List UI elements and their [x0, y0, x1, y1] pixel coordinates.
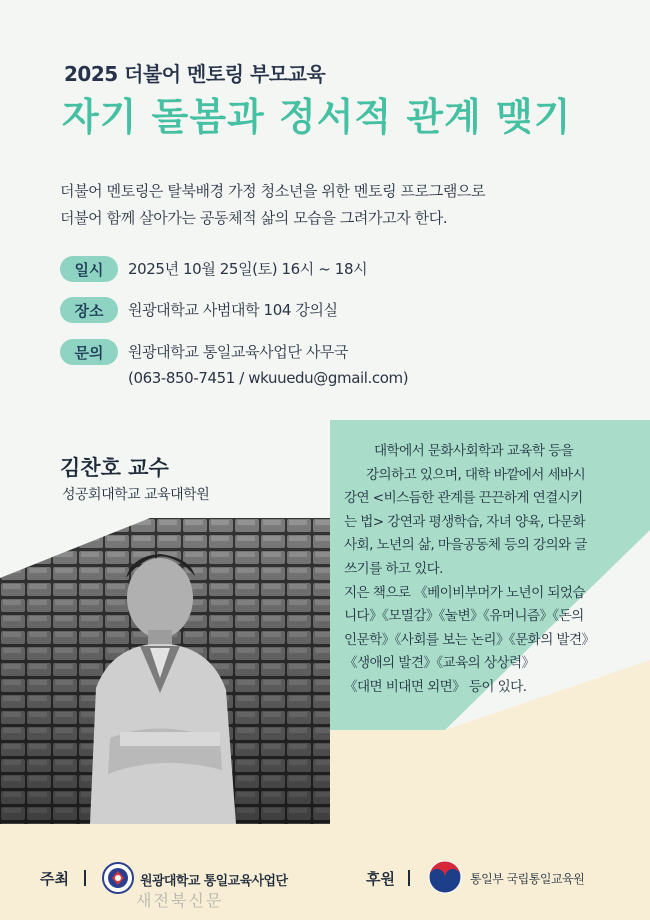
- watermark: 새전북신문: [136, 891, 224, 910]
- speaker-affiliation: 성공회대학교 교육대학원: [62, 487, 210, 503]
- contact-phone-email: (063-850-7451 / wkuuedu@gmail.com): [128, 369, 409, 387]
- speaker-bio: [344, 440, 634, 700]
- intro-line: 더불어 함께 살아가는 공동체적 삶의 모습을 그려가고자 한다.: [60, 209, 448, 227]
- bio-line: 니다》《모멸감》《눌변》《유머니즘》《돈의: [344, 608, 584, 625]
- bio-line: 《대면 비대면 외면》 등이 있다.: [344, 678, 527, 695]
- bio-line: 강연 <비스듬한 관계를 끈끈하게 연결시키: [344, 490, 583, 507]
- speaker-photo: [0, 518, 330, 824]
- intro-text: [60, 178, 600, 232]
- host-name: 원광대학교 통일교육사업단: [140, 874, 288, 889]
- contact-label-badge: 문의: [60, 339, 118, 365]
- date-value: 2025년 10월 25일(토) 16시 ~ 18시: [128, 260, 368, 278]
- bio-line: 대학에서 문화사회학과 교육학 등을: [374, 443, 574, 459]
- sponsor-label: 후원: [366, 870, 395, 888]
- info-row-place: [60, 297, 338, 323]
- sponsor-name: 통일부 국립통일교육원: [470, 872, 585, 886]
- contact-office: 원광대학교 통일교육사업단 사무국: [128, 343, 349, 361]
- sponsor-divider: [408, 870, 410, 886]
- speaker-name: 김찬호 교수: [60, 456, 169, 480]
- place-value: 원광대학교 사범대학 104 강의실: [128, 301, 338, 319]
- intro-line: 더불어 멘토링은 탈북배경 가정 청소년을 위한 멘토링 프로그램으로: [60, 182, 486, 200]
- place-label-badge: 장소: [60, 297, 118, 323]
- university-emblem-icon: [102, 862, 134, 894]
- bio-line: 는 법> 강연과 평생학습, 자녀 양육, 다문화: [344, 513, 586, 530]
- bio-line: 쓰기를 하고 있다.: [344, 560, 443, 577]
- bio-line: 사회, 노년의 삶, 마을공동체 등의 강의와 글: [344, 537, 587, 554]
- bio-line: 인문학》《사회를 보는 논리》《문화의 발견》: [344, 631, 595, 648]
- info-row-contact: [60, 339, 408, 391]
- event-title: 자기 돌봄과 정서적 관계 맺기: [62, 95, 572, 139]
- host-label: 주최: [40, 870, 69, 888]
- info-row-date: [60, 256, 367, 282]
- bio-line: 《생애의 발견》《교육의 상상력》: [344, 655, 535, 672]
- bio-line: 강의하고 있으며, 대학 바깥에서 세바시: [366, 466, 586, 483]
- bio-line: 지은 책으로 《베이비부머가 노년이 되었습: [344, 584, 585, 601]
- footer: [0, 824, 650, 920]
- government-taegeuk-icon: [428, 860, 462, 894]
- host-divider: [84, 870, 86, 886]
- date-label-badge: 일시: [60, 256, 118, 282]
- contact-value: [128, 339, 408, 391]
- event-subtitle: 2025 더불어 멘토링 부모교육: [64, 62, 326, 86]
